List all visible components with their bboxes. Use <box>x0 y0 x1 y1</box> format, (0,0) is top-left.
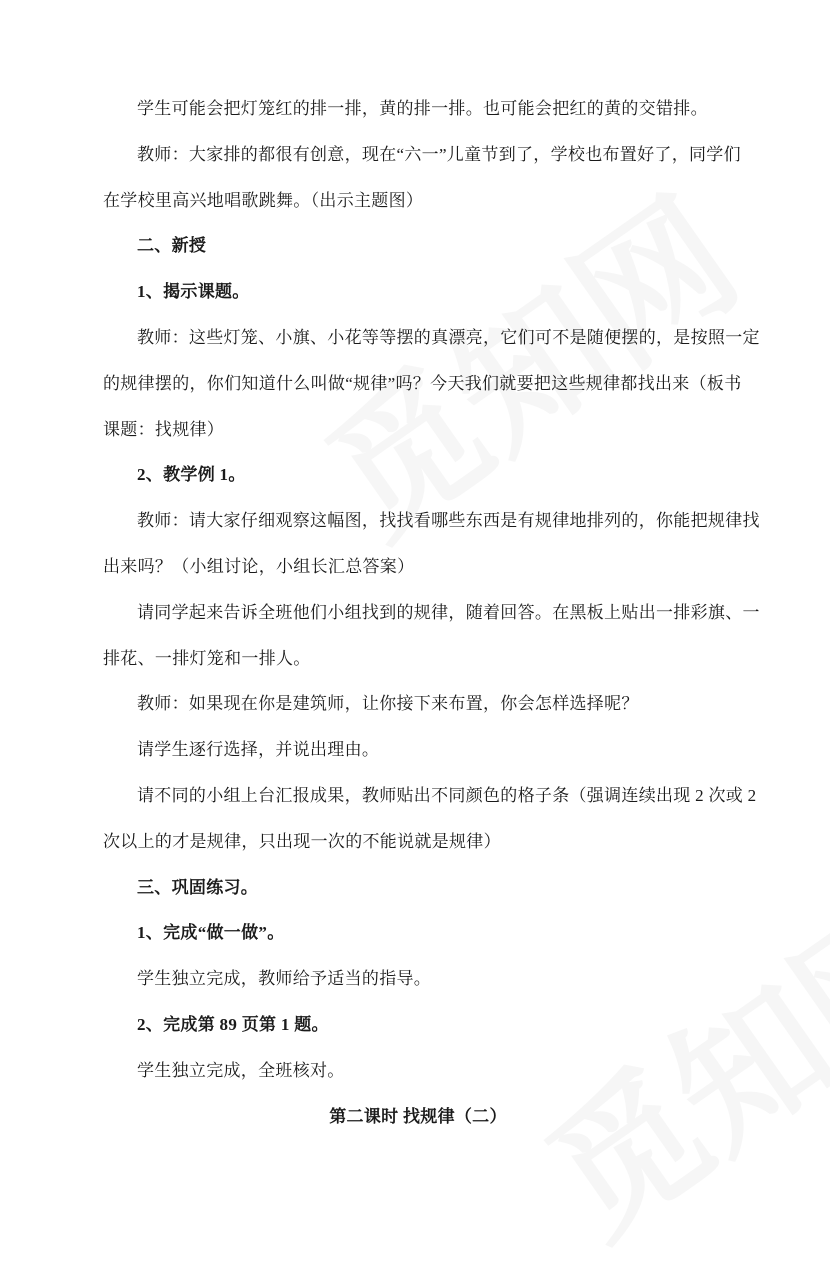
paragraph <box>103 681 733 727</box>
text-line: 2、完成第 89 页第 1 题。 <box>137 1014 329 1034</box>
text-line: 学生独立完成，全班核对。 <box>137 1060 345 1080</box>
paragraph <box>103 315 760 452</box>
paragraph <box>103 590 760 682</box>
paragraph <box>103 498 760 590</box>
text-line: 教师：如果现在你是建筑师，让你接下来布置，你会怎样选择呢？ <box>137 694 639 714</box>
text-line: 教师：这些灯笼、小旗、小花等等摆的真漂亮，它们可不是随便摆的，是按照一定 <box>137 327 760 347</box>
paragraph <box>103 727 733 773</box>
lesson-title: 第二课时 找规律（二） <box>329 1106 507 1126</box>
text-line: 出来吗？（小组讨论，小组长汇总答案） <box>103 556 415 576</box>
text-line: 请不同的小组上台汇报成果，教师贴出不同颜色的格子条（强调连续出现 2 次或 2 <box>137 785 757 805</box>
text-line: 教师：请大家仔细观察这幅图，找找看哪些东西是有规律地排列的，你能把规律找 <box>137 511 760 531</box>
section-heading <box>103 1002 733 1048</box>
section-heading <box>103 452 733 498</box>
text-line: 学生独立完成，教师给予适当的指导。 <box>137 969 432 989</box>
text-line: 二、新授 <box>137 236 207 256</box>
text-line: 教师：大家排的都很有创意，现在“六一”儿童节到了，学校也布置好了，同学们 <box>137 144 741 164</box>
text-line: 排花、一排灯笼和一排人。 <box>103 648 311 668</box>
text-line: 课题：找规律） <box>103 419 225 439</box>
paragraph <box>103 956 733 1002</box>
section-heading <box>103 223 733 269</box>
text-line: 三、巩固练习。 <box>137 877 259 897</box>
paragraph <box>103 773 757 865</box>
text-line: 2、教学例 1。 <box>137 465 246 485</box>
text-line: 的规律摆的，你们知道什么叫做“规律”吗？今天我们就要把这些规律都找出来（板书 <box>103 373 742 393</box>
paragraph <box>103 1048 733 1094</box>
section-heading <box>103 865 733 911</box>
paragraph <box>103 86 733 132</box>
text-line: 请同学起来告诉全班他们小组找到的规律，随着回答。在黑板上贴出一排彩旗、一 <box>137 602 760 622</box>
text-line: 1、完成“做一做”。 <box>137 923 285 943</box>
section-heading <box>103 910 733 956</box>
paragraph <box>103 132 741 224</box>
text-line: 次以上的才是规律，只出现一次的不能说就是规律） <box>103 831 501 851</box>
text-line: 学生可能会把灯笼红的排一排，黄的排一排。也可能会把红的黄的交错排。 <box>137 99 708 118</box>
document-body <box>103 86 760 1139</box>
section-heading <box>103 269 733 315</box>
text-line: 在学校里高兴地唱歌跳舞。（出示主题图） <box>103 190 424 210</box>
text-line: 1、揭示课题。 <box>137 282 250 302</box>
text-line: 请学生逐行选择，并说出理由。 <box>137 740 380 760</box>
